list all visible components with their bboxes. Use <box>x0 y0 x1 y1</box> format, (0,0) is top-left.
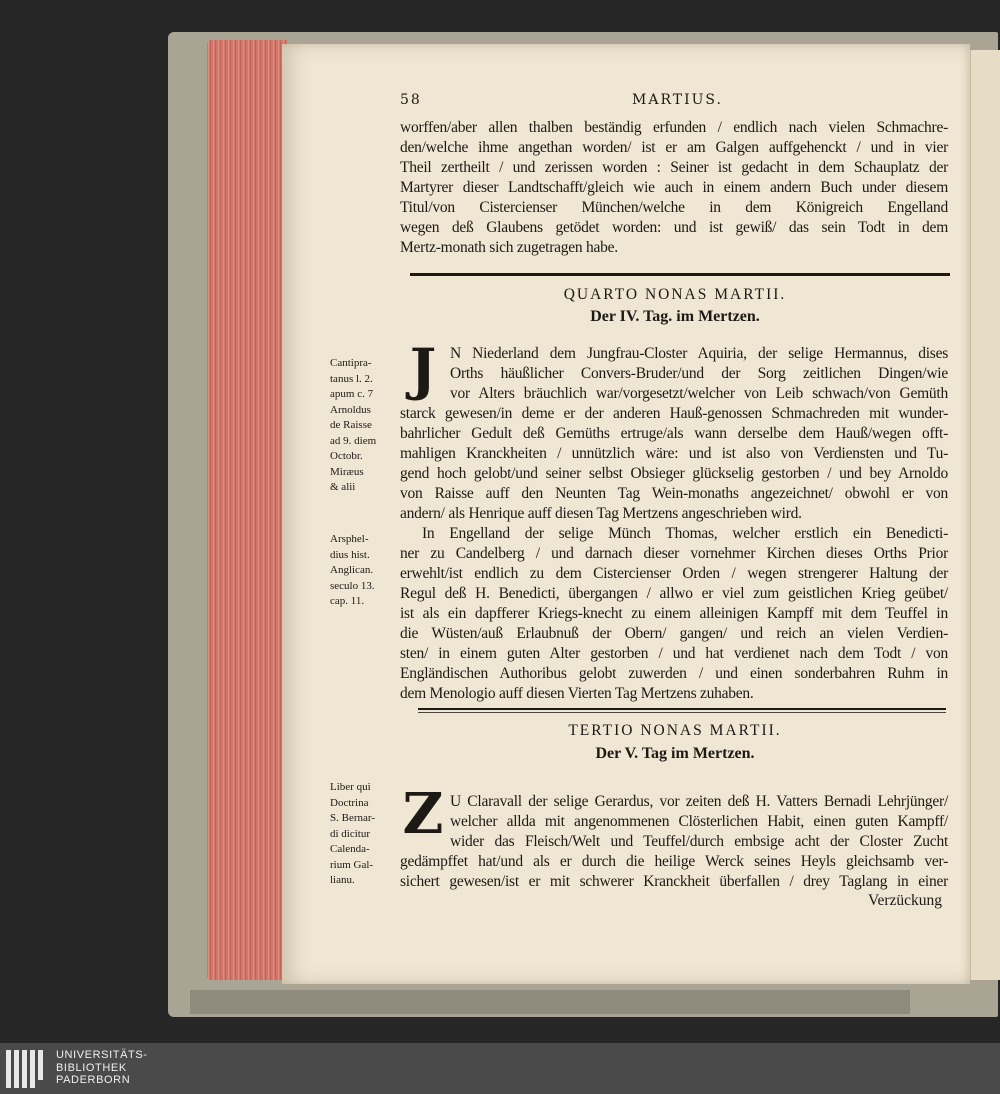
text-line: mahligen Kranckheiten / unnützlich wäre: und ist also von Verdiensten und Tu- <box>400 445 948 462</box>
divider-rule-thin <box>418 712 946 713</box>
section-latin-heading: QUARTO NONAS MARTII. <box>563 286 787 303</box>
text-line: andern/ als Henrique auff diesen Tag Mertzens angeschrieben wird. <box>400 505 802 522</box>
text-line: gedämpffet hat/und als er durch die heilige Werck seines Heyls gleichsamb ver- <box>400 853 948 870</box>
text-line: Titul/von Cistercienser München/welche in dem Königreich Engelland <box>400 199 948 216</box>
text-line: ist als ein dapfferer Kriegs-knecht zu einem alleinigen Kampff mit dem Teuffel in <box>400 605 948 622</box>
text-line: von Raisse auff den Neunten Tag Wein-monaths angezeichnet/ obwohl er von <box>400 485 948 502</box>
text-line: Engländischen Authoribus gelobt zuwerden / und einen sonderbahren Ruhm in <box>400 665 948 682</box>
text-line: erwehlt/ist endlich zu dem Cistercienser Orden / wegen strengerer Haltung der <box>400 565 948 582</box>
running-head: MARTIUS. <box>632 92 723 108</box>
text-line: wegen deß Glaubens getödet worden: und ist gewiß/ das sein Todt in dem <box>400 219 948 236</box>
section-german-heading: Der IV. Tag. im Mertzen. <box>590 308 760 325</box>
catchword: Verzückung <box>867 892 942 909</box>
text-line: N Niederland dem Jungfrau-Closter Aquiria, der selige Hermannus, dises <box>450 345 948 362</box>
text-line: den/welche ihme angethan worden/ ist er am Galgen auffgehenckt / und in vier <box>400 139 948 156</box>
text-line: Orths häußlicher Convers-Bruder/und der Sorg zeitlichen Dingen/wie <box>450 365 948 382</box>
text-line: welcher allda mit angenommenen Clösterlichen Habit, einen guten Kampff/ <box>450 813 948 830</box>
text-line: bahrlicher Gedult deß Gemüths ertruge/als wann derselbe dem Hauß/wegen offt- <box>400 425 948 442</box>
page-number: 58 <box>400 92 422 108</box>
page-header <box>400 92 930 114</box>
facing-page-edge <box>970 50 1000 980</box>
text-line: In Engelland der selige Münch Thomas, welcher erstlich ein Benedicti- <box>422 525 948 542</box>
book-page <box>282 44 970 984</box>
margin-note-cantipratanus: Cantipra- tanus l. 2. apum c. 7 Arnoldus de Raisse ad 9. diem Octobr. Miræus & alii <box>330 357 377 493</box>
text-line: worffen/aber allen thalben beständig erfunden / endlich nach vielen Schmachre- <box>400 119 948 136</box>
text-line: starck gewesen/in deme er der anderen Hauß-genossen Schmachreden mit wunder- <box>400 405 948 422</box>
text-line: U Claravall der selige Gerardus, vor zeiten deß H. Vatters Bernadi Lehrjünger/ <box>450 793 948 810</box>
drop-capital: Z <box>402 781 444 847</box>
text-line: gend hoch gelobt/und seiner selbst Obsieger glückselig gestorben / und bey Arnoldo <box>400 465 948 482</box>
margin-note-arsphelius: Arsphel- dius hist. Anglican. seculo 13. cap. 11. <box>330 533 375 607</box>
text-line: Mertz-monath sich zugetragen habe. <box>400 239 618 256</box>
text-line: ner zu Candelberg / und darnach dieser vornehmer Kirchen dieses Orths Prior <box>400 545 948 562</box>
library-logo-text: UNIVERSITÄTS- BIBLIOTHEK PADERBORN <box>56 1049 148 1086</box>
text-line: dem Menologio auff diesen Vierten Tag Mertzens zuhaben. <box>400 685 754 702</box>
library-logo-icon <box>6 1050 48 1088</box>
text-line: wider das Fleisch/Welt und Teuffel/durch embsige acht der Closter Zucht <box>450 833 948 850</box>
text-line: vor Alters bräuchlich war/vorgesetzt/welcher von Leib schwach/von Gemüth <box>450 385 948 402</box>
divider-rule <box>410 273 950 276</box>
footer-bar <box>0 1043 1000 1094</box>
page-edges <box>207 40 287 980</box>
margin-note-liber: Liber qui Doctrina S. Bernar- di dicitur Calenda- rium Gal- lianu. <box>330 781 375 886</box>
section-latin-heading: TERTIO NONAS MARTII. <box>568 722 782 739</box>
text-line: sichert gewesen/ist er mit schwerer Kranckheit überfallen / drey Taglang in einer <box>400 873 948 890</box>
divider-rule <box>418 708 946 710</box>
text-line: Theil zertheilt / und zerissen worden : Seiner ist gedacht in dem Schauplatz der <box>400 159 948 176</box>
text-line: Martyrer dieser Landtschafft/gleich wie auch in einem andern Buch under diesem <box>400 179 948 196</box>
text-line: Regul deß H. Benedicti, übergangen / allwo er viel zum geistlichen Krieg geübet/ <box>400 585 948 602</box>
drop-capital: J <box>409 337 437 403</box>
section-german-heading: Der V. Tag im Mertzen. <box>595 745 755 762</box>
text-line: sten/ in einem guten Alter gestorben / und hat verdienet nach dem Todt / von <box>400 645 948 662</box>
book-board <box>190 990 910 1014</box>
text-line: die Wüsten/auß Erlaubnuß der Obern/ gangen/ und reich an vielen Verdien- <box>400 625 948 642</box>
